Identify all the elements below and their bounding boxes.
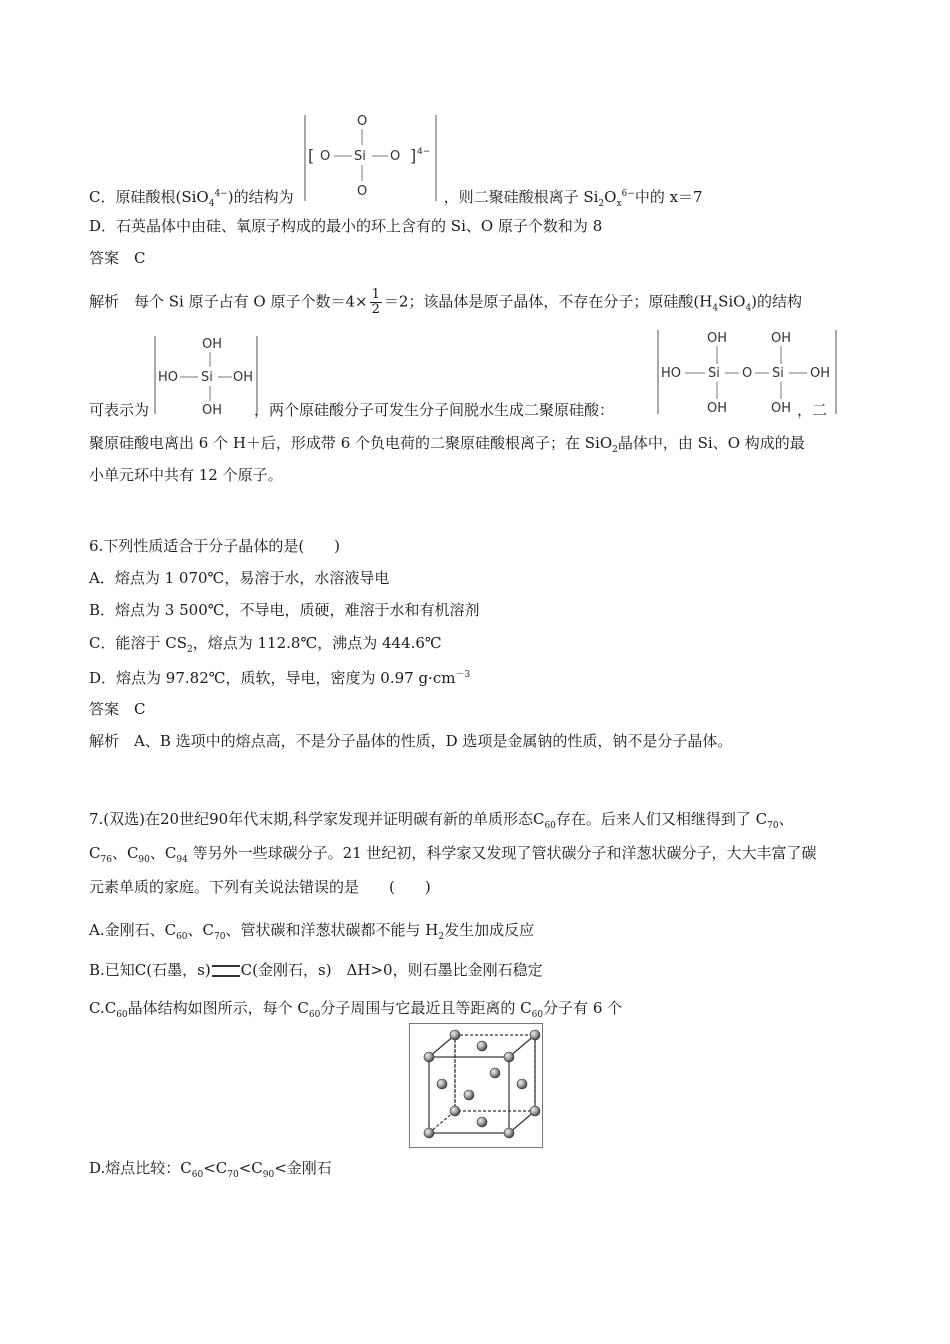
q7-option-b: B.已知C(石墨，s) C(金刚石，s) ΔH>0，则石墨比金刚石稳定 (89, 961, 543, 979)
q6-option-d: D．熔点为 97.82℃，质软，导电，密度为 0.97 $g\cdot cm^{-3}$ (89, 669, 471, 687)
q5-analysis-line4: 小单元环中共有 12 个原子。 (89, 466, 283, 484)
svg-text:OH: OH (771, 401, 792, 416)
q6-option-a: A．熔点为 1 070℃，易溶于水，水溶液导电 (89, 569, 390, 587)
q5-option-d: D．石英晶体中由硅、氧原子构成的最小的环上含有的 Si、O 原子个数和为 8 (89, 217, 603, 235)
svg-text:HO: HO (661, 366, 682, 381)
svg-text:OH: OH (771, 331, 792, 346)
q7-option-c: $C.C_{60}$晶体结构如图所示，每个 $C_{60}$分子周围与它最近且等距离的 $C_{60}$分子有 6 个 (89, 999, 623, 1020)
svg-text:O: O (742, 366, 753, 381)
svg-text:OH: OH (707, 401, 728, 416)
svg-text:OH: OH (202, 337, 223, 352)
svg-text:]: ] (410, 146, 417, 165)
svg-text:Si: Si (708, 366, 720, 381)
svg-text:OH: OH (233, 370, 254, 385)
svg-text:Si: Si (201, 370, 213, 385)
svg-text:[: [ (308, 146, 315, 165)
svg-text:OH: OH (810, 366, 831, 381)
svg-text:OH: OH (707, 331, 728, 346)
q7-stem-line1: 7.(双选)在20世纪90年代末期,科学家发现并证明碳有新的单质形态$C_{60}$存在。后来人们又相继得到了 $C_{70}$、 (89, 810, 794, 831)
q5-analysis-line3: 聚原硅酸电离出 6 个 H＋后，形成带 6 个负电荷的二聚原硅酸根离子；在 SiO$_2$晶体中，由 Si、O 构成的最 (89, 434, 805, 455)
svg-text:4−: 4− (417, 147, 431, 157)
c60-crystal-structure-figure (409, 1023, 543, 1148)
svg-text:Si: Si (772, 366, 784, 381)
q6-option-b: B．熔点为 3 500℃，不导电，质硬，难溶于水和有机溶剂 (89, 601, 480, 619)
q5-answer: 答案 C (89, 249, 146, 267)
q6-answer: 答案 C (89, 700, 146, 718)
q6-option-c: C．能溶于 $CS_2$，熔点为 112.8℃，沸点为 444.6℃ (89, 634, 442, 655)
equilibrium-sign (212, 965, 240, 977)
q6-stem: 6.下列性质适合于分子晶体的是( ) (89, 537, 341, 555)
svg-text:O: O (357, 184, 368, 199)
o-right-label: O (390, 149, 401, 164)
si-label: Si (354, 149, 366, 164)
q7-stem-line3: 元素单质的家庭。下列有关说法错误的是 ( ) (89, 878, 431, 896)
fraction-one-half: $\frac{1}{2}$ (371, 287, 380, 317)
q7-stem-line2: $C_{76}$、$C_{90}$、$C_{94}$ 等另外一些球碳分子。21 世纪初，科学家又发现了管状碳分子和洋葱状碳分子，大大丰富了碳 (89, 844, 817, 865)
q5-analysis-line1: 解析 每个 Si 原子占有 O 原子个数＝4× $\frac{1}{2}$ ＝2；该晶体是原子晶体，不存在分子；原硅酸$(H_4SiO_4)$的结构 (89, 287, 803, 317)
svg-text:OH: OH (202, 403, 223, 416)
q7-option-d: D.熔点比较：$C_{60}<C_{70}<C_{90}<$金刚石 (89, 1159, 332, 1180)
q6-analysis: 解析 A、B 选项中的熔点高，不是分子晶体的性质，D 选项是金属钠的性质，钠不是分子晶体。 (89, 732, 733, 750)
q7-option-a: A.金刚石、$C_{60}$、$C_{70}$、管状碳和洋葱状碳都不能与 $H_2$发生加成反应 (89, 921, 535, 942)
svg-text:O: O (357, 114, 368, 129)
q5-option-c: C．原硅酸根(SiO$_4^{4-}$)的结构为 ，则二聚硅酸根离子 $Si_2O_x^{6-}$中的 x＝7 (89, 188, 703, 209)
o-left-label: O (320, 149, 331, 164)
q5-analysis-line2: 可表示为 ，两个原硅酸分子可发生分子间脱水生成二聚原硅酸： ，二 (89, 401, 828, 419)
svg-text:HO: HO (158, 370, 179, 385)
